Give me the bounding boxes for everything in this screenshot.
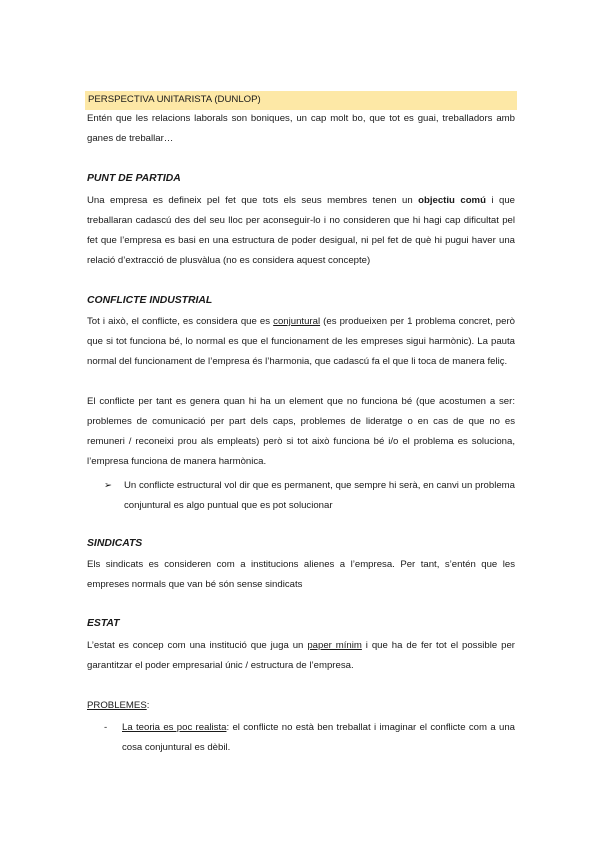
problemes-item: [122, 718, 515, 758]
colon: :: [146, 700, 150, 711]
problemes-label: PROBLEMES: [87, 700, 147, 711]
conflicte-paragraph-1: [87, 312, 515, 372]
text-run: L’estat es concep com una institució que juga un: [87, 640, 308, 651]
bullet-item: Un conflicte estructural vol dir que es permanent, que sempre hi serà, en canvi un problema conjuntural es algo puntual que es pot solucionar: [124, 480, 515, 511]
document-title: PERSPECTIVA UNITARISTA (DUNLOP): [88, 94, 261, 105]
text-run: : el conflicte no està ben treballat i imaginar el conflicte com a una cosa conjuntural es dèbil.: [122, 722, 515, 753]
section-heading-estat: ESTAT: [87, 618, 120, 629]
emphasis-objectiu-comu: objectiu comú: [418, 195, 486, 206]
text-run: Tot i això, el conflicte, es considera que es: [87, 316, 274, 327]
underlined-paper-minim: paper mínim: [307, 640, 362, 651]
dash-bullet-icon: -: [104, 722, 108, 733]
sindicats-paragraph: Els sindicats es consideren com a institucions alienes a l’empresa. Per tant, s’entén que les empreses normals que van bé són sense sindicats: [87, 559, 515, 590]
text-run: i que ha de fer tot el possible per garantitzar el poder empresarial únic / estructura de l’empresa.: [87, 640, 515, 671]
section-heading-punt-de-partida: PUNT DE PARTIDA: [87, 173, 181, 184]
section-heading-conflicte-industrial: CONFLICTE INDUSTRIAL: [87, 295, 213, 306]
title-highlight: [85, 91, 517, 110]
section-heading-sindicats: SINDICATS: [87, 538, 143, 549]
arrow-bullet-icon: ➢: [104, 480, 113, 491]
intro-paragraph: Entén que les relacions laborals son boniques, un cap molt bo, que tot es guai, treballadors amb ganes de treballar…: [87, 113, 515, 144]
text-run: i que treballaran cadascú des del seu lloc per aconseguir-lo i no consideren que hi hagi cap dificultat pel fet que l’empresa es basi en una estructura de poder desigual, ni pel fet de què hi pugui haver una relació d’extracció de plusvàlua (no es considera aquest concepte): [87, 195, 515, 266]
underlined-conjuntural: conjuntural: [273, 316, 321, 327]
estat-paragraph: [87, 636, 515, 676]
underlined-teoria: La teoria es poc realista: [122, 722, 227, 733]
text-run: Una empresa es defineix pel fet que tots els seus membres tenen un: [87, 195, 419, 206]
punt-de-partida-paragraph: [87, 191, 515, 271]
conflicte-paragraph-2: El conflicte per tant es genera quan hi ha un element que no funciona bé (que acostumen a ser: problemes de comunicació per part dels caps, problemes de lideratge o en cas de que no es remuneri / reconeixi prou als empleats) però si tot això funciona bé i/o el problema es soluciona, l’empresa funciona de manera harmònica.: [87, 396, 515, 467]
problemes-heading: [87, 696, 515, 716]
text-run: (es produeixen per 1 problema concret, però que si tot funciona bé, lo normal es que el funcionament de les empreses sigui harmònic). La pauta normal del funcionament de l’empresa és l’harmonia, que cadascú fa el que li toca de manera feliç.: [87, 316, 516, 367]
